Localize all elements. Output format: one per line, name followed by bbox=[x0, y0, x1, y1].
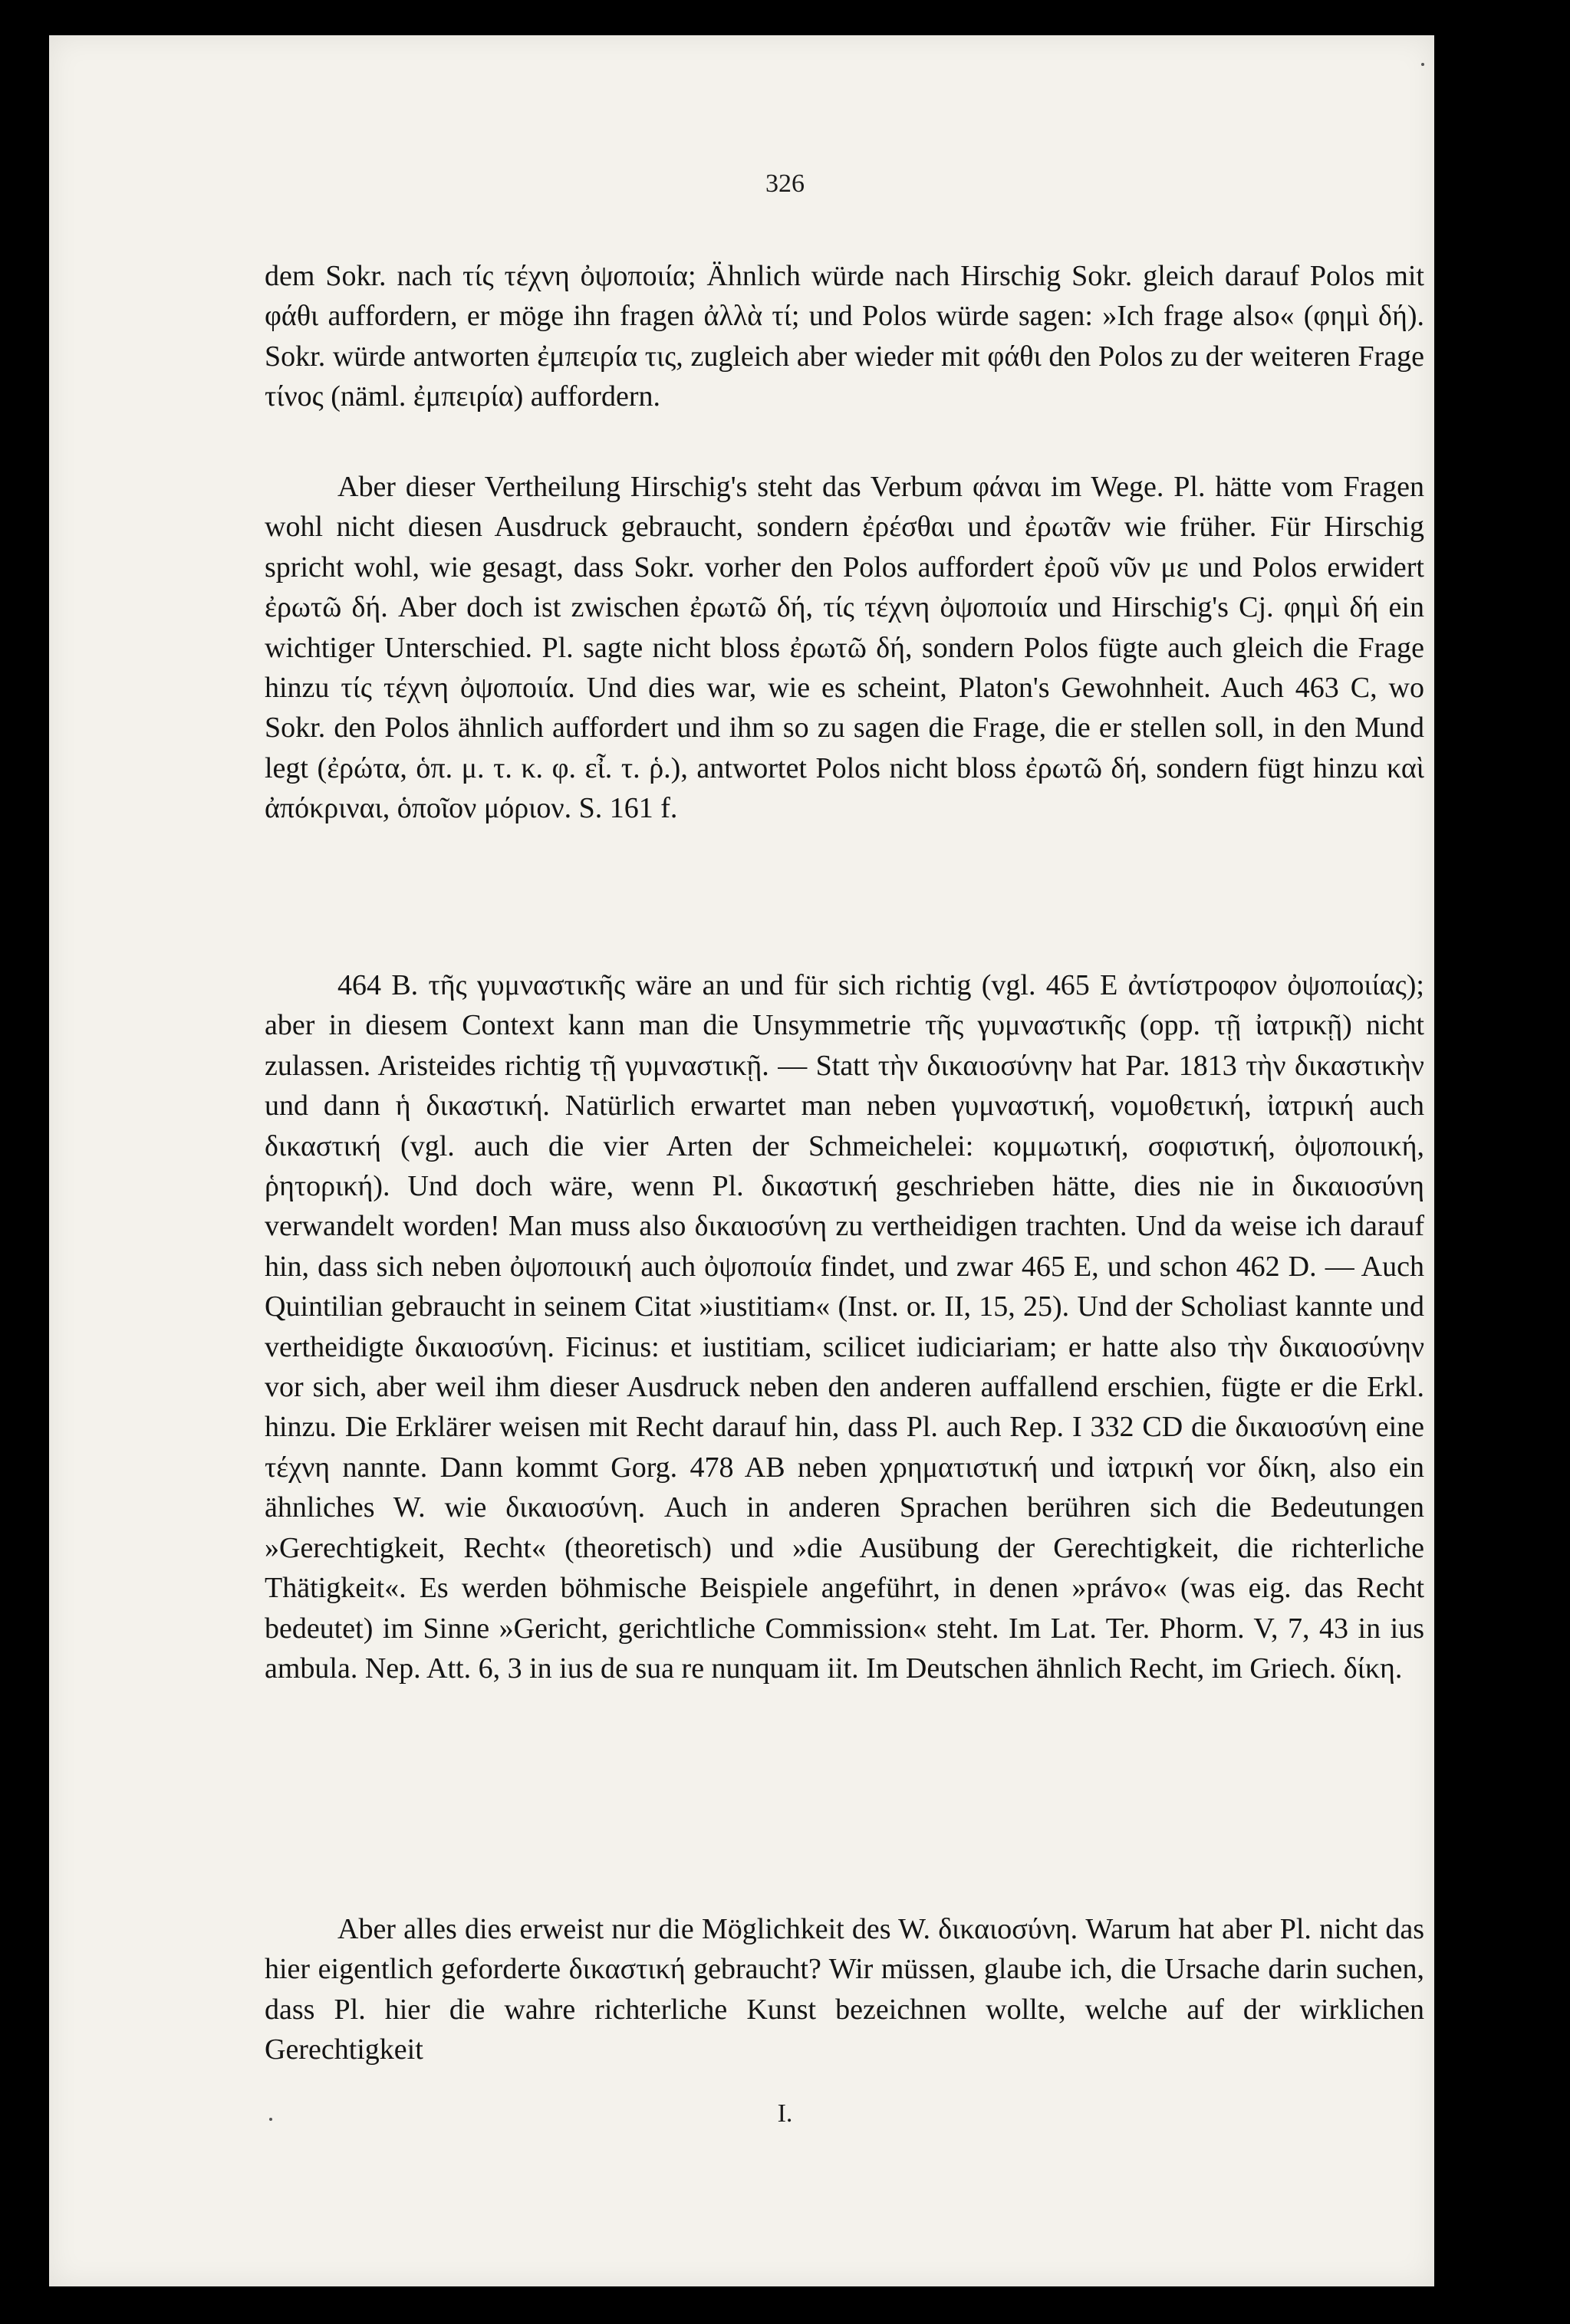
paragraph-4: Aber alles dies erweist nur die Möglichkeit des W. δικαιοσύνη. Warum hat aber Pl. nicht das hier eigentlich geforderte δικαστική gebraucht? Wir müssen, glaube ich, die Ursache darin suchen, dass Pl. hier die wahre richterliche Kunst bezeichnen wollte, welche auf der wirklichen Gerechtigkeit bbox=[265, 1913, 1424, 2066]
signature-mark: I. bbox=[777, 2099, 793, 2128]
speck-dot bbox=[1421, 63, 1424, 66]
page-number: 326 bbox=[765, 169, 805, 198]
paragraph-3: 464 B. τῆς γυμναστικῆς wäre an und für sich richtig (vgl. 465 E ἀντίστροφον ὀψοποιίας); aber in diesem Context kann man die Unsymmetrie τῆς γυμναστικῆς (opp. τῇ ἰατρικῇ) nicht zulassen. Aristeides richtig τῇ γυμναστικῇ. — Statt τὴν δικαιοσύνην hat Par. 1813 τὴν δικαστικὴν und dann ἡ δικαστική. Natürlich erwartet man neben γυμναστική, νομοθετική, ἰατρική auch δικαστική (vgl. auch die vier Arten der Schmeichelei: κομμωτική, σοφιστική, ὀψοποιική, ῥητορική). Und doch wäre, wenn Pl. δικαστική geschrieben hätte, dies nie in δικαιοσύνη verwandelt worden! Man muss also δικαιοσύνη zu vertheidigen trachten. Und da weise ich darauf hin, dass sich neben ὀψοποιική auch ὀψοποιία findet, und zwar 465 E, und schon 462 D. — Auch Quintilian gebraucht in seinem Citat »iustitiam« (Inst. or. II, 15, 25). Und der Scholiast kannte und vertheidigte δικαιοσύνη. Ficinus: et iustitiam, scilicet iudiciariam; er hatte also τὴν δικαιοσύνην vor sich, aber weil ihm dieser Ausdruck neben den anderen auffallend erschien, fügte er die Erkl. hinzu. Die Erklärer weisen mit Recht darauf hin, dass Pl. auch Rep. I 332 CD die δικαιοσύνη eine τέχνη nannte. Dann kommt Gorg. 478 AB neben χρηματιστική und ἰατρική vor δίκη, also ein ähnliches W. wie δικαιοσύνη. Auch in anderen Sprachen berühren sich die Bedeutungen »Gerechtigkeit, Recht« (theoretisch) und »die Ausübung der Gerechtigkeit, die richterliche Thätigkeit«. Es werden böhmische Beispiele angeführt, in denen »právo« (was eig. das Recht bedeutet) im Sinne »Gericht, gerichtliche Commission« steht. Im Lat. Ter. Phorm. V, 7, 43 in ius ambula. Nep. Att. 6, 3 in ius de sua re nunquam iit. Im Deutschen ähnlich Recht, im Griech. δίκη. bbox=[265, 969, 1424, 1685]
paragraph-2: Aber dieser Vertheilung Hirschig's steht das Verbum φάναι im Wege. Pl. hätte vom Fragen wohl nicht diesen Ausdruck gebraucht, sondern ἐρέσθαι und ἐρωτᾶν wie früher. Für Hirschig spricht wohl, wie gesagt, dass Sokr. vorher den Polos auffordert ἐροῦ νῦν με und Polos erwidert ἐρωτῶ δή. Aber doch ist zwischen ἐρωτῶ δή, τίς τέχνη ὀψοποιία und Hirschig's Cj. φημὶ δή ein wichtiger Unterschied. Pl. sagte nicht bloss ἐρωτῶ δή, sondern Polos fügte auch gleich die Frage hinzu τίς τέχνη ὀψοποιία. Und dies war, wie es scheint, Platon's Gewohnheit. Auch 463 C, wo Sokr. den Polos ähnlich auffordert und ihm so zu sagen die Frage, die er stellen soll, in den Mund legt (ἐρώτα, ὁπ. μ. τ. κ. φ. εἶ. τ. ῥ.), antwortet Polos nicht bloss ἐρωτῶ δή, sondern fügt hinzu καὶ ἀπόκριναι, ὁποῖον μόριον. S. 161 f. bbox=[265, 471, 1424, 825]
speck-dot bbox=[269, 2118, 272, 2121]
paragraph-1: dem Sokr. nach τίς τέχνη ὀψοποιία; Ähnlich würde nach Hirschig Sokr. gleich darauf Polos mit φάθι auffordern, er möge ihn fragen ἀλλὰ τί; und Polos würde sagen: »Ich frage also« (φημὶ δή). Sokr. würde antworten ἐμπειρία τις, zugleich aber wieder mit φάθι den Polos zu der weiteren Frage τίνος (näml. ἐμπειρία) auffordern. bbox=[265, 260, 1424, 413]
